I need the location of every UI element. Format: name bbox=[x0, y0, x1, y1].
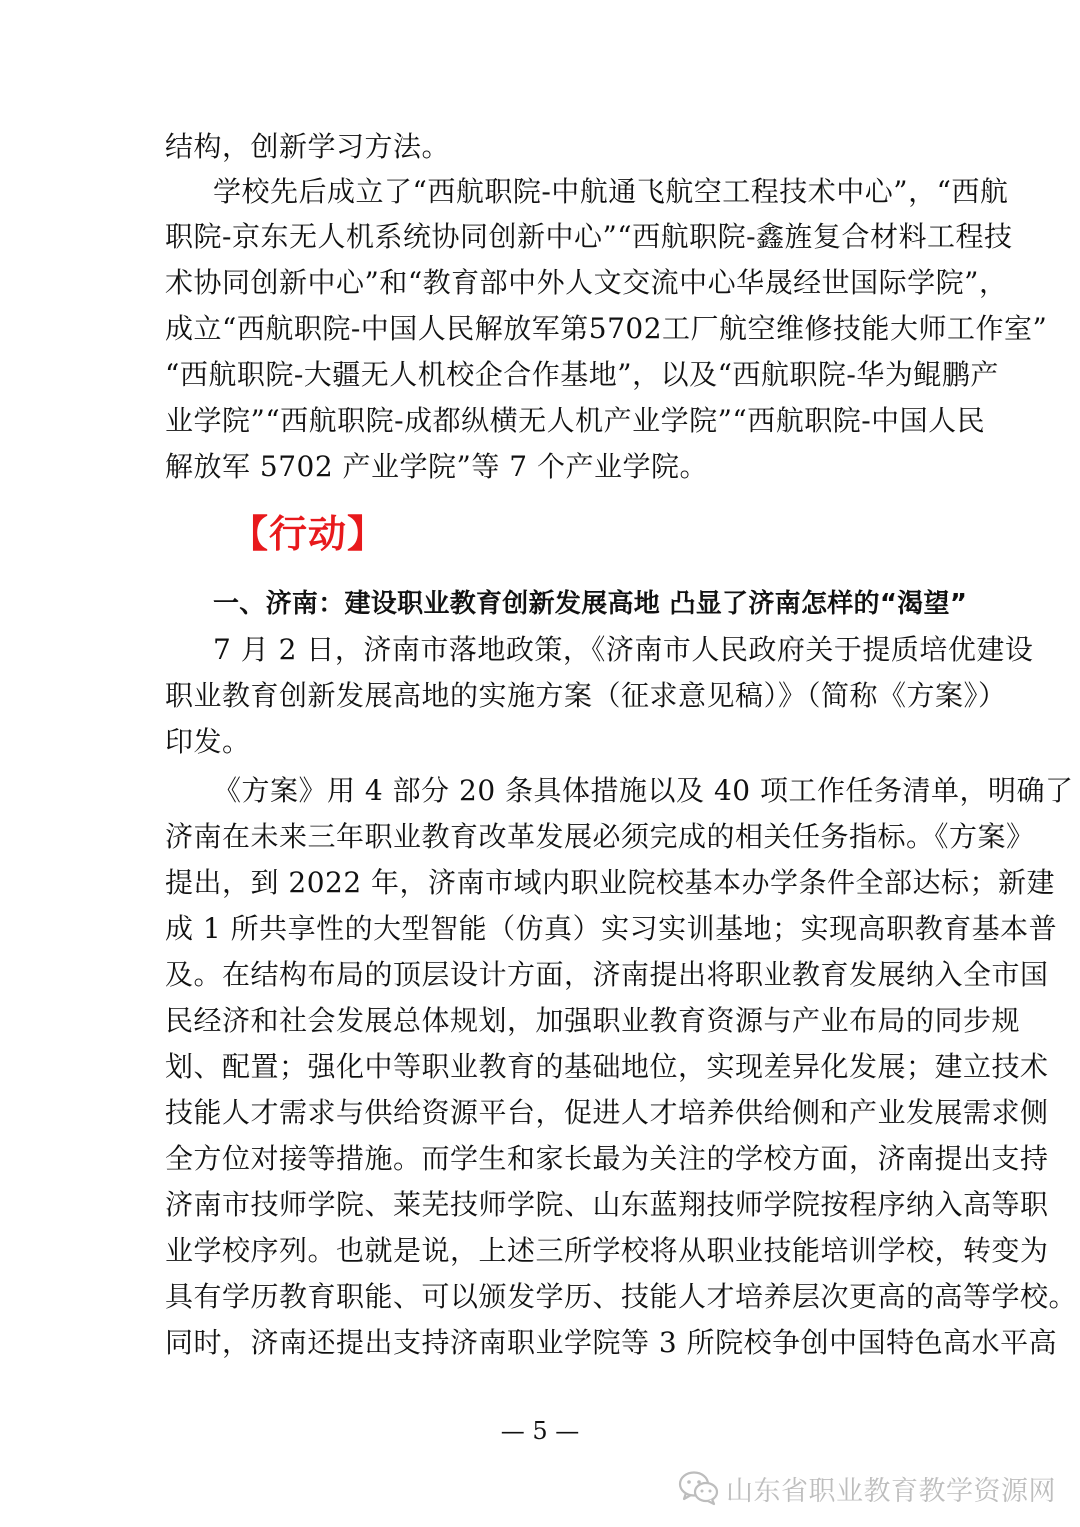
text-line: 业学院”“西航职院-成都纵横无人机产业学院”“西航职院-中国人民 bbox=[165, 404, 986, 437]
text-line: 成 1 所共享性的大型智能（仿真）实习实训基地；实现高职教育基本普 bbox=[165, 912, 1058, 945]
text-line: 业学校序列。也就是说，上述三所学校将从职业技能培训学校，转变为 bbox=[165, 1234, 1049, 1267]
text-line: 术协同创新中心”和“教育部中外人文交流中心华晟经世国际学院”， bbox=[165, 266, 1008, 299]
text-line: 7 月 2 日，济南市落地政策，《济南市人民政府关于提质培优建设 bbox=[213, 633, 1034, 666]
text-line: 技能人才需求与供给资源平台，促进人才培养供给侧和产业发展需求侧 bbox=[165, 1096, 1049, 1129]
page-number: — 5 — bbox=[500, 1417, 580, 1445]
text-line: 具有学历教育职能、可以颁发学历、技能人才培养层次更高的高等学校。 bbox=[165, 1280, 1078, 1313]
text-line: 提出，到 2022 年，济南市域内职业院校基本办学条件全部达标；新建 bbox=[165, 866, 1056, 899]
text-line: 职业教育创新发展高地的实施方案（征求意见稿）》（简称《方案》） bbox=[165, 679, 1007, 712]
text-line: 济南市技师学院、莱芜技师学院、山东蓝翔技师学院按程序纳入高等职 bbox=[165, 1188, 1049, 1221]
watermark bbox=[678, 1466, 1056, 1510]
text-line: 全方位对接等措施。而学生和家长最为关注的学校方面，济南提出支持 bbox=[165, 1142, 1049, 1175]
text-line: 解放军 5702 产业学院”等 7 个产业学院。 bbox=[165, 450, 708, 483]
watermark-text: 山东省职业教育教学资源网 bbox=[726, 1475, 1056, 1507]
text-line: 及。在结构布局的顶层设计方面，济南提出将职业教育发展纳入全市国 bbox=[165, 958, 1049, 991]
text-line: 成立“西航职院-中国人民解放军第5702工厂航空维修技能大师工作室” bbox=[165, 312, 1048, 345]
text-line: 民经济和社会发展总体规划，加强职业教育资源与产业布局的同步规 bbox=[165, 1004, 1021, 1037]
text-line: 印发。 bbox=[165, 725, 251, 758]
section-heading: 一、济南：建设职业教育创新发展高地 凸显了济南怎样的“渴望” bbox=[213, 589, 968, 619]
text-line: “西航职院-大疆无人机校企合作基地”，以及“西航职院-华为鲲鹏产 bbox=[165, 358, 999, 391]
text-line: 划、配置；强化中等职业教育的基础地位，实现差异化发展；建立技术 bbox=[165, 1050, 1049, 1083]
text-line: 《方案》用 4 部分 20 条具体措施以及 40 项工作任务清单，明确了 bbox=[213, 774, 1074, 807]
wechat-icon bbox=[678, 1470, 720, 1506]
text-line: 济南在未来三年职业教育改革发展必须完成的相关任务指标。《方案》 bbox=[165, 820, 1035, 853]
text-line: 职院-京东无人机系统协同创新中心”“西航职院-鑫旌复合材料工程技 bbox=[165, 220, 1013, 253]
text-line: 同时，济南还提出支持济南职业学院等 3 所院校争创中国特色高水平高 bbox=[165, 1326, 1058, 1359]
action-heading: 【行动】 bbox=[230, 512, 387, 556]
text-line: 结构，创新学习方法。 bbox=[165, 130, 451, 163]
text-line: 学校先后成立了“西航职院-中航通飞航空工程技术中心”，“西航 bbox=[213, 175, 1009, 208]
